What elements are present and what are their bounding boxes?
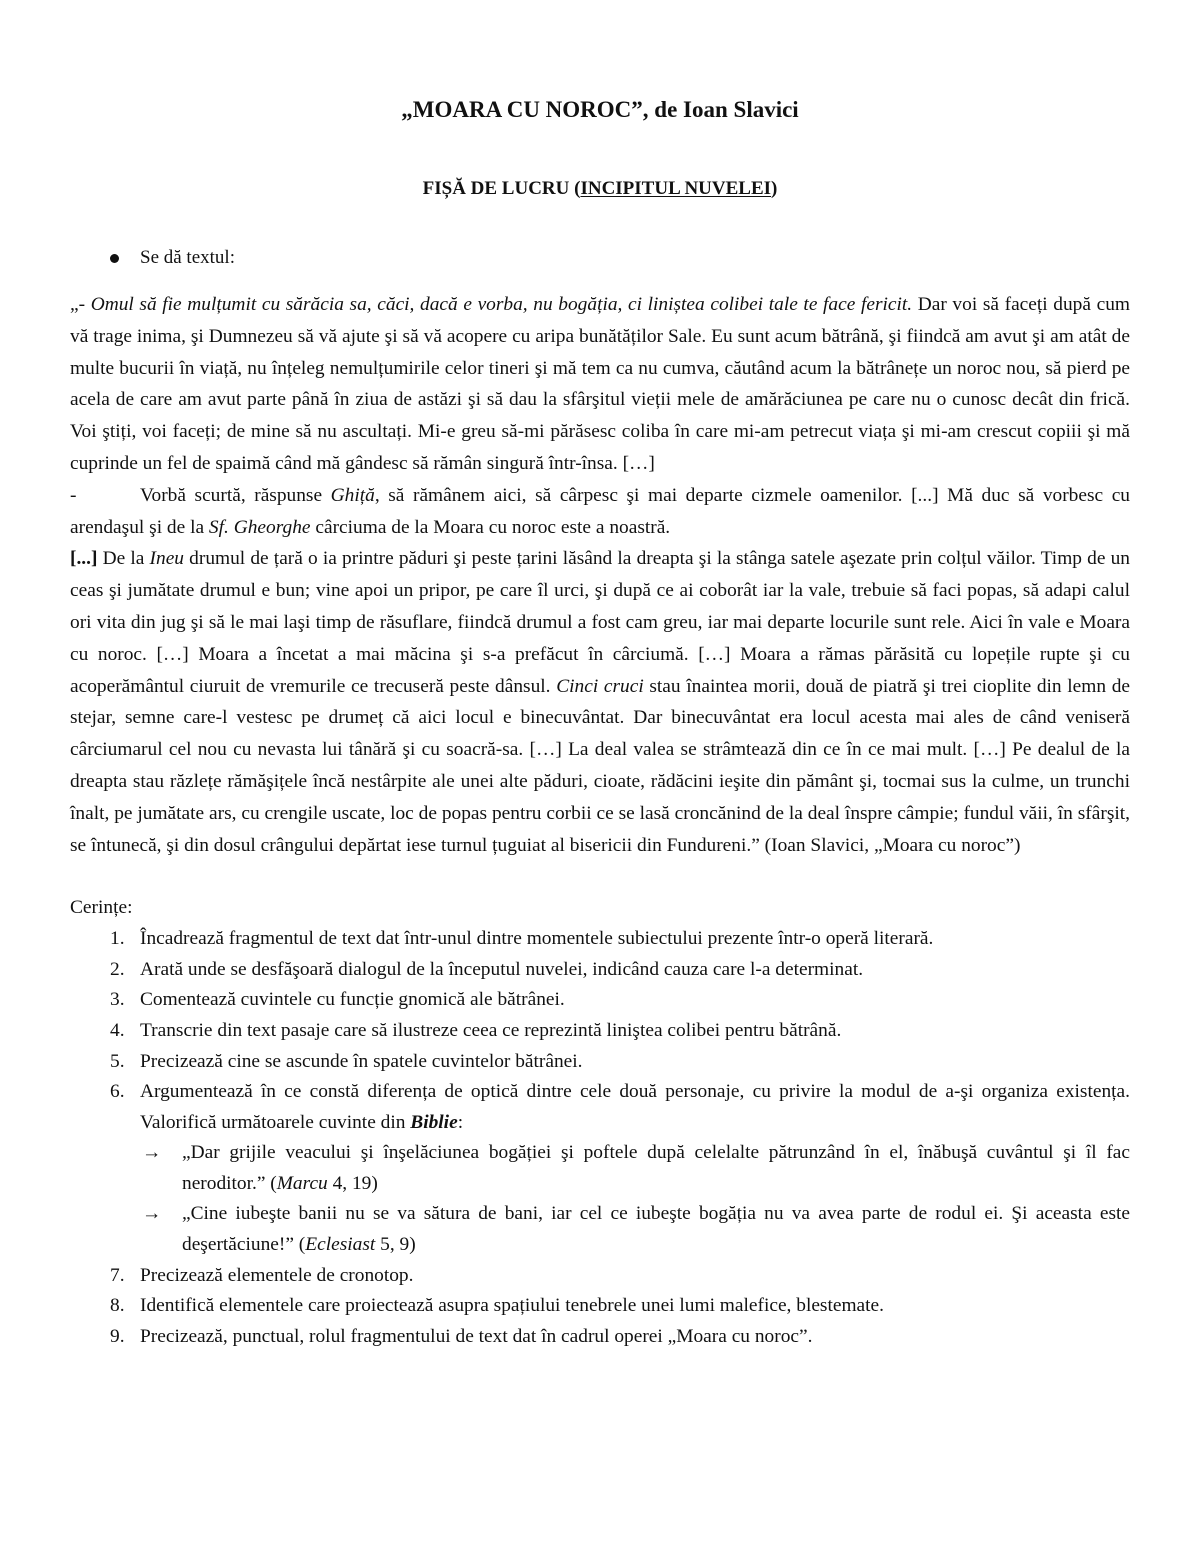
bullet-item <box>70 244 1130 272</box>
item-number: 3. <box>110 989 125 1011</box>
citation-ref: 4, 19) <box>327 1172 378 1194</box>
list-item <box>70 1077 1130 1138</box>
list-item <box>70 924 1130 955</box>
item-number: 8. <box>110 1295 125 1317</box>
arrow-right-icon: → <box>142 1142 162 1164</box>
quote-paragraph-1 <box>70 289 1130 480</box>
list-item <box>70 1047 1130 1078</box>
item-number: 2. <box>110 958 125 980</box>
subtitle-prefix: FIȘĂ DE LUCRU ( <box>422 178 581 199</box>
item-number: 5. <box>110 1050 125 1072</box>
list-item <box>70 1261 1130 1292</box>
name-cinci-cruci: Cinci cruci <box>556 675 644 697</box>
list-item <box>70 1016 1130 1047</box>
requirements-list <box>70 924 1130 1138</box>
item-text: Identifică elementele care proiectează asupra spațiului tenebrele unei lumi malefice, blestemate. <box>140 1295 885 1317</box>
item-text-end: : <box>457 1111 464 1133</box>
quote-p3-text-c: drumul de țară o ia printre păduri şi peste țarini lăsând la dreapta şi la stânga satele aşezate prin colțul văilor. Timp de un ceas şi jumătate drumul e bun; vine apoi un pripor, pe care îl urci, şi după ce ai coborât iar la vale, trebuie să faci popas, să adapi calul ori vita din jug şi să le mai laşi timp de răsuflare, fiindcă drumul a fost cam greu, iar mai departe locurile sunt rele. Aici în vale e Moara cu noroc. […] Moara a încetat a mai măcina şi s-a prefăcut în cârciumă. […] Moara a rămas părăsită cu lopețile rupte şi cu acoperământul ciuruit de vremurile ce trecuseră peste dânsul. <box>70 548 1130 697</box>
quote-p2-text-b: , să rămânem aici, să cârpesc şi mai departe cizmele oamenilor. [...] Mă duc să vorbesc cu arendaşul şi de la <box>70 484 1130 538</box>
citation-book: Marcu <box>276 1172 328 1194</box>
item-number: 6. <box>110 1081 125 1103</box>
quoted-fragment <box>70 289 1130 861</box>
list-item <box>70 955 1130 986</box>
item-text: Comentează cuvintele cu funcție gnomică ale bătrânei. <box>140 989 565 1011</box>
list-item <box>70 1322 1130 1353</box>
name-biblie: Biblie <box>410 1111 458 1133</box>
worksheet-subtitle <box>70 175 1130 203</box>
requirements-list-continued <box>70 1261 1130 1353</box>
name-ghita: Ghiță <box>330 484 375 506</box>
item-text: Arată unde se desfăşoară dialogul de la începutul nuvelei, indicând cauza care l-a determinat. <box>140 958 864 980</box>
arrow-right-icon: → <box>142 1203 162 1225</box>
page-title: „MOARA CU NOROC”, de Ioan Slavici <box>401 97 799 122</box>
requirements-heading: Cerințe: <box>70 897 133 919</box>
item-number: 7. <box>110 1264 125 1286</box>
quote-p3-text-d: stau înaintea morii, două de piatră şi trei cioplite din lemn de stejar, semne care-l vestesc pe drumeț că aici locul e binecuvântat. Dar binecuvântat era locul acesta mai ales de când veniseră cârciumarul cel nou cu nevasta lui tânără şi cu soacră-sa. […] La deal valea se strâmtează din ce în ce mai mult. […] Pe dealul de la dreapta stau răzlețe rămăşițele încă nestârpite ale unei alte păduri, cioate, rădăcini ieşite din pământ şi, tocmai sus la culme, un trunchi înalt, pe jumătate ars, cu crengile uscate, loc de popas pentru corbii ce se lasă croncănind de la deal înspre câmpie; fundul văii, în sfârşit, se întunecă, şi din dosul crângului depărtat iese turnul țuguiat al bisericii din Fundureni.” <box>70 675 1130 856</box>
quote-p1-text: Dar voi să faceți după cum vă trage inima, şi Dumnezeu să vă ajute şi să vă acopere cu aripa bunătăților Sale. Eu sunt acum bătrână, şi fiindcă am avut şi am atât de multe bucurii în viață, nu înțeleg nemulțumirile celor tineri şi mă tem ca nu cumva, căutând acum la bătrânețe un noroc nou, să pierd pe acela de care am avut parte până în ziua de astăzi şi să dau la sfârşitul vieții mele de amărăciunea pe care nu o cunosc decât din frică. Voi ştiți, voi faceți; de mine să nu ascultați. Mi-e greu să-mi părăsesc coliba în care mi-am petrecut viața şi mi-am crescut copiii şi mă cuprinde un fel de spaimă când mă gândesc să rămân singură într-însa. […] <box>70 294 1130 474</box>
bullet-text: Se dă textul: <box>140 247 235 268</box>
quote-p2-text-c: cârciuma de la Moara cu noroc este a noastră. <box>310 516 671 538</box>
dialogue-dash: - <box>70 484 77 506</box>
name-ineu: Ineu <box>149 548 185 570</box>
bible-citation <box>142 1199 1130 1260</box>
bible-citation <box>142 1138 1130 1199</box>
citation-text: „Dar grijile veacului şi înşelăciunea bogăției şi poftele după celelalte pătrunzând în el, înăbuşă cuvântul şi îl fac neroditor.” ( <box>182 1142 1130 1194</box>
list-item <box>70 985 1130 1016</box>
quote-source: (Ioan Slavici, „Moara cu noroc”) <box>759 834 1021 856</box>
bullet-dot-icon <box>110 254 119 263</box>
item-text: Încadrează fragmentul de text dat într-unul dintre momentele subiectului prezente într-o operă literară. <box>140 928 934 950</box>
item-text: Precizează, punctual, rolul fragmentului de text dat în cadrul operei „Moara cu noroc”. <box>140 1325 813 1347</box>
quote-italic-maxim: Omul să fie mulțumit cu sărăcia sa, căci, dacă e vorba, nu bogăția, ci liniștea colibei tale te face fericit. <box>90 294 913 315</box>
quote-p2-text-a: Vorbă scurtă, răspunse <box>140 484 331 506</box>
item-text: Precizează cine se ascunde în spatele cuvintelor bătrânei. <box>140 1050 583 1072</box>
subtitle-suffix: ) <box>771 178 778 199</box>
list-item <box>70 1291 1130 1322</box>
item-text: Precizează elementele de cronotop. <box>140 1264 414 1286</box>
item-number: 1. <box>110 928 125 950</box>
subtitle-underlined: INCIPITUL NUVELEI <box>580 178 772 199</box>
quote-open: „- <box>70 294 91 315</box>
ellipsis-marker: [...] <box>70 548 98 570</box>
item-number: 9. <box>110 1325 125 1347</box>
quote-paragraph-3 <box>70 543 1130 861</box>
citation-book: Eclesiast <box>305 1234 376 1256</box>
worksheet-page <box>70 95 1130 1352</box>
item-number: 4. <box>110 1019 125 1041</box>
quote-paragraph-2 <box>70 480 1130 544</box>
quote-p3-text-b: De la <box>97 548 150 570</box>
name-sf-gheorghe: Sf. Gheorghe <box>208 516 311 538</box>
item-text: Argumentează în ce constă diferența de optică dintre cele două personaje, cu privire la modul de a-şi organiza existența. Valorifică următoarele cuvinte din <box>140 1081 1130 1133</box>
citation-text: „Cine iubeşte banii nu se va sătura de bani, iar cel ce iubeşte bogăția nu va avea parte de rodul ei. Şi aceasta este deşertăciune!” ( <box>182 1203 1130 1256</box>
item-text: Transcrie din text pasaje care să ilustreze ceea ce reprezintă liniştea colibei pentru bătrână. <box>140 1019 842 1041</box>
citation-ref: 5, 9) <box>375 1234 416 1256</box>
